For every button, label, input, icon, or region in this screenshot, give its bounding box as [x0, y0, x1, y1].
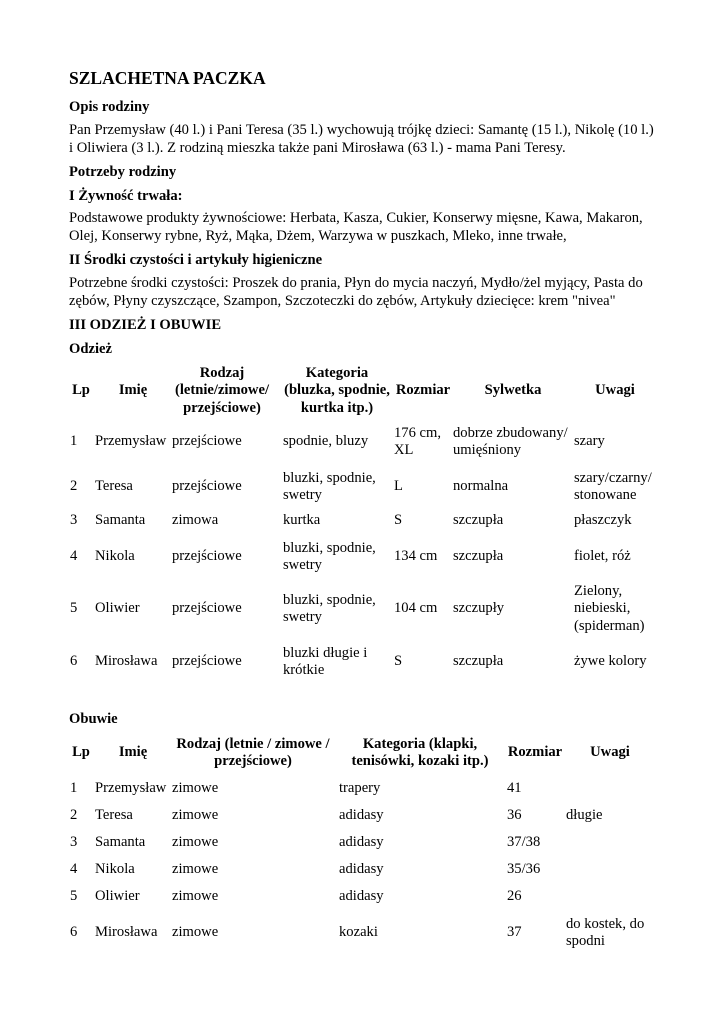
- obuwie-cell-imie-line: Samanta: [95, 834, 146, 851]
- srodki-line-1: Potrzebne środki czystości: Proszek do prania, Płyn do mycia naczyń, Mydło/żel myjący, Pasta do: [69, 275, 643, 291]
- odziez-cell-sylwetka-line: umięśniony: [453, 442, 522, 458]
- zywnosc-line-2: Olej, Konserwy rybne, Ryż, Mąka, Dżem, Warzywa w puszkach, Mleko, inne trwałe,: [69, 227, 567, 244]
- odziez-cell-rozmiar-line: S: [394, 653, 403, 670]
- odziez-cell-lp: [70, 512, 94, 530]
- obuwie-cell-kategoria: [339, 807, 499, 825]
- zywnosc-paragraph: [69, 210, 669, 245]
- odziez-cell-kategoria-line: bluzki, spodnie,: [283, 469, 376, 486]
- odziez-cell-imie-line: Mirosława: [95, 653, 158, 670]
- obuwie-cell-imie-line: Nikola: [95, 861, 135, 878]
- odziez-cell-lp: [70, 600, 94, 618]
- odziez-cell-imie-line: Samanta: [95, 512, 146, 529]
- section-heading-odziez-obuwie: III ODZIEŻ I OBUWIE: [69, 317, 222, 333]
- obuwie-cell-rozmiar: [507, 780, 563, 798]
- odziez-cell-imie: [95, 478, 175, 496]
- header-sylwetka-line: Sylwetka: [484, 382, 542, 399]
- obuwie-cell-rodzaj-line: zimowe: [172, 924, 219, 941]
- odziez-cell-rodzaj-line: przejściowe: [172, 478, 242, 495]
- odziez-cell-rodzaj: [172, 653, 280, 671]
- srodki-line-2: zębów, Płyny czyszczące, Szampon, Szczoteczki do zębów, Artykuły dziecięce: krem "nivea": [69, 292, 616, 309]
- header-lp-line: Lp: [72, 744, 90, 761]
- odziez-cell-rozmiar-line: 104 cm: [394, 600, 438, 617]
- odziez-cell-rodzaj-line: przejściowe: [172, 600, 242, 617]
- odziez-cell-kategoria-line: swetry: [283, 487, 322, 503]
- odziez-cell-uwagi-line: niebieski,: [574, 600, 631, 617]
- odziez-cell-imie-line: Przemysław: [95, 433, 167, 450]
- odziez-cell-uwagi-line: stonowane: [574, 487, 637, 503]
- obuwie-cell-lp: [70, 861, 94, 879]
- odziez-cell-rodzaj-line: przejściowe: [172, 653, 242, 670]
- odziez-cell-sylwetka: [453, 478, 573, 496]
- odziez-cell-lp: [70, 548, 94, 566]
- odziez-cell-lp-line: 5: [70, 600, 78, 617]
- odziez-cell-kategoria: [283, 645, 391, 680]
- obuwie-cell-uwagi: [566, 807, 666, 825]
- header-rozmiar: [394, 382, 452, 400]
- header-kategoria-line: Kategoria: [305, 364, 369, 381]
- obuwie-cell-imie-line: Oliwier: [95, 888, 140, 905]
- odziez-cell-kategoria: [283, 592, 391, 627]
- odziez-cell-sylwetka: [453, 653, 573, 671]
- odziez-cell-rodzaj: [172, 600, 280, 618]
- odziez-cell-lp: [70, 478, 94, 496]
- section-heading-obuwie: Obuwie: [69, 711, 118, 727]
- obuwie-cell-rozmiar-line: 41: [507, 780, 522, 797]
- odziez-cell-imie: [95, 600, 175, 618]
- obuwie-cell-rozmiar-line: 37/38: [507, 834, 541, 851]
- odziez-cell-uwagi-line: szary: [574, 433, 605, 450]
- header-imie: [100, 744, 166, 762]
- opis-paragraph: [69, 122, 669, 157]
- obuwie-cell-rodzaj: [172, 807, 332, 825]
- obuwie-cell-lp: [70, 807, 94, 825]
- obuwie-cell-lp-line: 3: [70, 834, 78, 851]
- obuwie-cell-kategoria: [339, 780, 499, 798]
- odziez-cell-sylwetka-line: szczupła: [453, 653, 504, 670]
- odziez-cell-sylwetka-line: szczupła: [453, 548, 504, 565]
- obuwie-cell-imie: [95, 924, 175, 942]
- obuwie-cell-imie: [95, 780, 175, 798]
- obuwie-cell-rodzaj-line: zimowe: [172, 888, 219, 905]
- odziez-cell-kategoria-line: bluzki, spodnie,: [283, 591, 376, 608]
- obuwie-cell-kategoria-line: trapery: [339, 780, 381, 797]
- header-uwagi: [574, 382, 656, 400]
- obuwie-cell-lp-line: 5: [70, 888, 78, 905]
- odziez-cell-rozmiar: [394, 548, 452, 566]
- obuwie-cell-imie-line: Teresa: [95, 807, 133, 824]
- obuwie-cell-kategoria-line: kozaki: [339, 924, 378, 941]
- odziez-cell-rodzaj: [172, 512, 280, 530]
- odziez-cell-imie: [95, 653, 175, 671]
- header-rodzaj: [170, 736, 336, 771]
- obuwie-cell-lp-line: 4: [70, 861, 78, 878]
- odziez-cell-rodzaj-line: przejściowe: [172, 433, 242, 450]
- obuwie-cell-rodzaj: [172, 861, 332, 879]
- odziez-cell-imie-line: Teresa: [95, 478, 133, 495]
- obuwie-cell-rozmiar: [507, 888, 563, 906]
- obuwie-cell-uwagi-line: spodni: [566, 933, 605, 949]
- odziez-cell-kategoria: [283, 433, 391, 451]
- header-kategoria-line: Kategoria (klapki,: [362, 735, 478, 752]
- obuwie-cell-imie-line: Mirosława: [95, 924, 158, 941]
- odziez-cell-rozmiar: [394, 653, 452, 671]
- odziez-cell-imie: [95, 548, 175, 566]
- obuwie-cell-kategoria: [339, 861, 499, 879]
- odziez-cell-kategoria-line: spodnie, bluzy: [283, 433, 369, 450]
- odziez-cell-lp-line: 3: [70, 512, 78, 529]
- obuwie-cell-rodzaj: [172, 888, 332, 906]
- obuwie-cell-uwagi: [566, 916, 666, 951]
- odziez-cell-uwagi: [574, 653, 664, 671]
- header-lp: [66, 382, 96, 400]
- obuwie-cell-lp: [70, 780, 94, 798]
- header-kategoria-line: (bluzka, spodnie,: [284, 382, 390, 399]
- odziez-cell-lp: [70, 433, 94, 451]
- header-uwagi-line: Uwagi: [595, 382, 635, 399]
- odziez-cell-rozmiar-line: 176 cm,: [394, 424, 442, 441]
- header-rodzaj-line: przejściowe): [214, 753, 292, 769]
- odziez-cell-sylwetka-line: szczupła: [453, 512, 504, 529]
- header-rodzaj: [166, 365, 278, 418]
- obuwie-cell-rozmiar: [507, 834, 563, 852]
- odziez-cell-sylwetka: [453, 600, 573, 618]
- header-uwagi-line: Uwagi: [590, 744, 630, 761]
- obuwie-cell-rodzaj-line: zimowe: [172, 834, 219, 851]
- header-imie-line: Imię: [118, 744, 148, 761]
- odziez-cell-kategoria-line: krótkie: [283, 662, 325, 678]
- odziez-cell-sylwetka-line: dobrze zbudowany/: [453, 424, 568, 441]
- obuwie-cell-imie: [95, 888, 175, 906]
- odziez-cell-imie: [95, 433, 175, 451]
- obuwie-cell-rodzaj: [172, 834, 332, 852]
- odziez-cell-rodzaj: [172, 433, 280, 451]
- obuwie-cell-kategoria-line: adidasy: [339, 861, 384, 878]
- odziez-cell-sylwetka-line: normalna: [453, 478, 509, 495]
- header-lp-line: Lp: [72, 382, 90, 399]
- obuwie-cell-kategoria-line: adidasy: [339, 888, 384, 905]
- obuwie-cell-lp-line: 6: [70, 924, 78, 941]
- odziez-cell-uwagi: [574, 583, 664, 636]
- header-kategoria: [336, 736, 504, 771]
- section-heading-zywnosc: I Żywność trwała:: [69, 188, 183, 204]
- odziez-cell-uwagi-line: (spiderman): [574, 617, 645, 634]
- odziez-cell-lp-line: 1: [70, 433, 78, 450]
- obuwie-cell-lp: [70, 924, 94, 942]
- odziez-cell-uwagi: [574, 433, 664, 451]
- section-heading-potrzeby: Potrzeby rodziny: [69, 164, 177, 180]
- odziez-cell-lp-line: 4: [70, 548, 78, 565]
- odziez-cell-kategoria: [283, 470, 391, 505]
- odziez-cell-sylwetka: [453, 512, 573, 530]
- odziez-cell-kategoria: [283, 540, 391, 575]
- obuwie-cell-kategoria: [339, 888, 499, 906]
- obuwie-cell-kategoria: [339, 924, 499, 942]
- obuwie-cell-rodzaj: [172, 924, 332, 942]
- obuwie-cell-lp: [70, 834, 94, 852]
- page-title: SZLACHETNA PACZKA: [69, 68, 266, 88]
- opis-line-1: Pan Przemysław (40 l.) i Pani Teresa (35 l.) wychowują trójkę dzieci: Samantę (15 l.), Nikolę (10 l.): [69, 122, 654, 138]
- header-rodzaj-line: przejściowe): [183, 399, 261, 416]
- odziez-cell-imie-line: Nikola: [95, 548, 135, 565]
- odziez-cell-kategoria-line: kurtka: [283, 512, 321, 529]
- obuwie-cell-rozmiar: [507, 861, 563, 879]
- header-rodzaj-line: Rodzaj: [199, 364, 245, 381]
- obuwie-cell-imie-line: Przemysław: [95, 780, 167, 797]
- odziez-cell-rodzaj-line: przejściowe: [172, 548, 242, 565]
- odziez-cell-imie-line: Oliwier: [95, 600, 140, 617]
- odziez-cell-uwagi-line: płaszczyk: [574, 512, 632, 529]
- obuwie-cell-rozmiar: [507, 924, 563, 942]
- obuwie-cell-rodzaj: [172, 780, 332, 798]
- header-lp: [66, 744, 96, 762]
- header-uwagi: [566, 744, 654, 762]
- odziez-cell-uwagi: [574, 548, 664, 566]
- obuwie-cell-kategoria: [339, 834, 499, 852]
- opis-line-2: i Oliwiera (3 l.). Z rodziną mieszka także pani Mirosława (63 l.) - mama Pani Teresy.: [69, 139, 566, 156]
- odziez-cell-uwagi: [574, 470, 664, 505]
- obuwie-cell-kategoria-line: adidasy: [339, 807, 384, 824]
- odziez-cell-lp-line: 2: [70, 478, 78, 495]
- odziez-cell-rozmiar-line: L: [394, 478, 403, 495]
- obuwie-cell-imie: [95, 834, 175, 852]
- srodki-paragraph: [69, 275, 669, 310]
- obuwie-cell-rozmiar-line: 37: [507, 924, 522, 941]
- odziez-cell-kategoria-line: swetry: [283, 609, 322, 625]
- odziez-cell-sylwetka: [453, 425, 573, 460]
- section-heading-odziez: Odzież: [69, 341, 112, 357]
- obuwie-cell-lp-line: 1: [70, 780, 78, 797]
- obuwie-cell-rozmiar-line: 26: [507, 888, 522, 905]
- odziez-cell-sylwetka: [453, 548, 573, 566]
- odziez-cell-uwagi-line: fiolet, róż: [574, 548, 631, 565]
- odziez-cell-kategoria: [283, 512, 391, 530]
- header-imie-line: Imię: [118, 382, 148, 399]
- section-heading-opis: Opis rodziny: [69, 99, 150, 115]
- obuwie-cell-lp: [70, 888, 94, 906]
- obuwie-cell-rozmiar-line: 36: [507, 807, 522, 824]
- obuwie-cell-rodzaj-line: zimowe: [172, 807, 219, 824]
- zywnosc-line-1: Podstawowe produkty żywnościowe: Herbata, Kasza, Cukier, Konserwy mięsne, Kawa, Makaron,: [69, 210, 643, 226]
- odziez-cell-uwagi-line: szary/czarny/: [574, 469, 652, 486]
- odziez-cell-uwagi: [574, 512, 664, 530]
- odziez-cell-rozmiar-line: XL: [394, 442, 414, 458]
- obuwie-cell-uwagi-line: do kostek, do: [566, 915, 645, 932]
- obuwie-cell-kategoria-line: adidasy: [339, 834, 384, 851]
- odziez-cell-rodzaj-line: zimowa: [172, 512, 219, 529]
- obuwie-cell-lp-line: 2: [70, 807, 78, 824]
- odziez-cell-lp: [70, 653, 94, 671]
- header-kategoria-line: kurtka itp.): [300, 399, 374, 416]
- odziez-cell-imie: [95, 512, 175, 530]
- obuwie-cell-uwagi-line: długie: [566, 807, 603, 824]
- odziez-cell-rodzaj: [172, 478, 280, 496]
- odziez-cell-rodzaj: [172, 548, 280, 566]
- header-rodzaj-line: Rodzaj (letnie / zimowe /: [176, 735, 330, 752]
- odziez-cell-rozmiar-line: 134 cm: [394, 548, 438, 565]
- header-rozmiar-line: Rozmiar: [395, 382, 451, 399]
- odziez-cell-rozmiar: [394, 600, 452, 618]
- odziez-cell-rozmiar: [394, 512, 452, 530]
- odziez-cell-uwagi-line: żywe kolory: [574, 653, 647, 670]
- header-rozmiar: [504, 744, 566, 762]
- header-imie: [100, 382, 166, 400]
- obuwie-cell-rodzaj-line: zimowe: [172, 861, 219, 878]
- obuwie-cell-rodzaj-line: zimowe: [172, 780, 219, 797]
- odziez-cell-rozmiar-line: S: [394, 512, 403, 529]
- obuwie-cell-imie: [95, 861, 175, 879]
- odziez-cell-uwagi-line: Zielony,: [574, 582, 623, 599]
- header-kategoria: [280, 365, 394, 418]
- odziez-cell-kategoria-line: swetry: [283, 557, 322, 573]
- odziez-cell-kategoria-line: bluzki długie i: [283, 644, 368, 661]
- header-rozmiar-line: Rozmiar: [507, 744, 563, 761]
- header-kategoria-line: tenisówki, kozaki itp.): [351, 753, 489, 769]
- odziez-cell-rozmiar: [394, 478, 452, 496]
- obuwie-cell-imie: [95, 807, 175, 825]
- odziez-cell-sylwetka-line: szczupły: [453, 600, 505, 617]
- odziez-cell-rozmiar: [394, 425, 452, 460]
- section-heading-srodki: II Środki czystości i artykuły higieniczne: [69, 252, 323, 268]
- odziez-cell-kategoria-line: bluzki, spodnie,: [283, 539, 376, 556]
- obuwie-cell-rozmiar-line: 35/36: [507, 861, 541, 878]
- odziez-cell-lp-line: 6: [70, 653, 78, 670]
- header-sylwetka: [452, 382, 574, 400]
- header-rodzaj-line: (letnie/zimowe/: [174, 382, 269, 399]
- obuwie-cell-rozmiar: [507, 807, 563, 825]
